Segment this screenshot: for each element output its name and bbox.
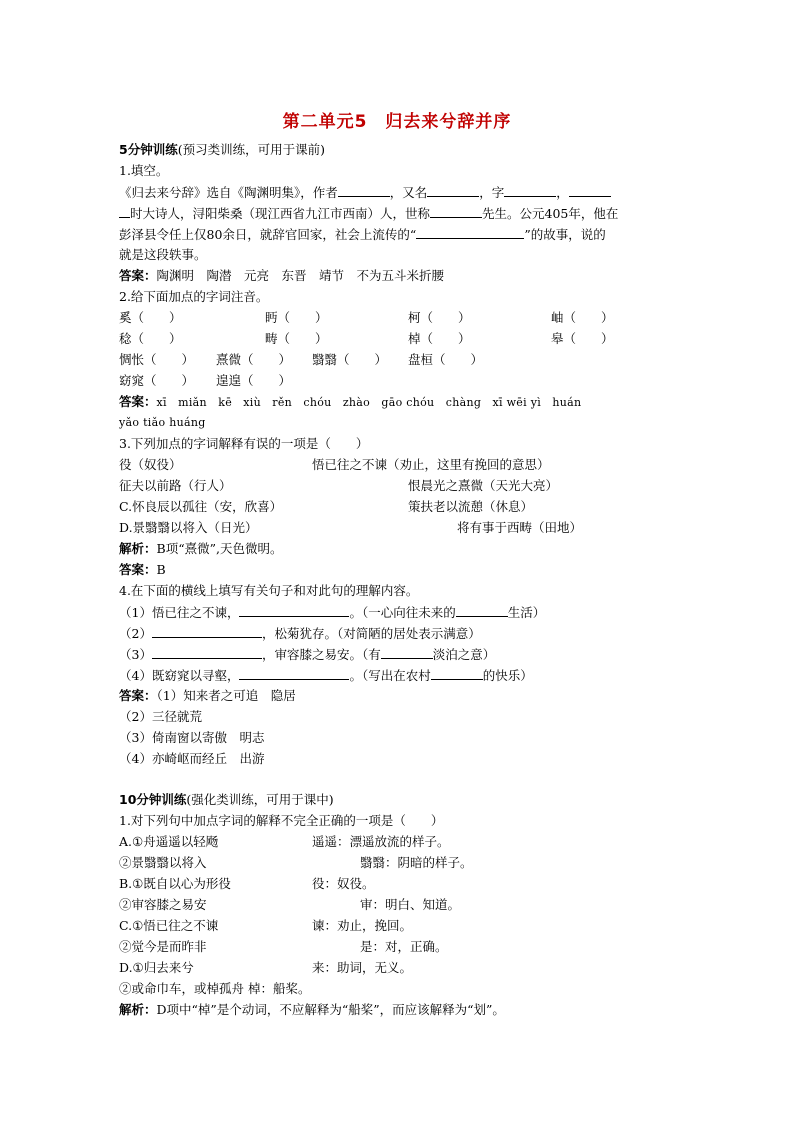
q2-item: 眄（ ） (265, 310, 328, 325)
q1-label: 1.填空。 (119, 163, 169, 178)
s2-q1-option: ②景翳翳以将入 (119, 855, 207, 870)
q4-text: （1）悟已往之不谏， (119, 605, 240, 620)
s2-q1-explain: 翳翳：阴暗的样子。 (360, 855, 473, 870)
q2-answer-cont: yǎo tiǎo huáng (119, 416, 206, 429)
s2-q1-option: A.①舟遥遥以轻飏 (119, 834, 219, 849)
q2-item: 窈窕（ ） (119, 373, 195, 388)
answer-pinyin: xī miǎn kē xiù rěn chóu zhào gāo chóu chàng xī wēi yì huán (156, 396, 582, 409)
s2-q1-explain: 役：奴役。 (312, 876, 375, 891)
q4-line-2 (119, 625, 481, 642)
q4-text: （4）既窈窕以寻壑， (119, 668, 240, 683)
q2-item: 遑遑（ ） (216, 373, 292, 388)
q4-answer-2: （2）三径就荒 (119, 709, 202, 724)
q2-item: 棹（ ） (408, 331, 471, 346)
q2-item: 岫（ ） (551, 310, 614, 325)
section-heading-note: (预习类训练，可用于课前) (177, 142, 325, 157)
answer-label: 答案： (119, 394, 157, 409)
q2-item: 奚（ ） (119, 310, 182, 325)
q3-analysis (119, 541, 282, 557)
q4-text: （3） (119, 647, 152, 662)
q2-item: 皋（ ） (551, 331, 614, 346)
q4-text: （2） (119, 626, 152, 641)
blank (504, 184, 556, 197)
blank (338, 184, 390, 197)
q4-text: ，松菊犹存。（对简陋的居处表示满意） (261, 626, 481, 641)
q4-line-4 (119, 667, 533, 684)
q1-text: ， (556, 185, 569, 200)
q3-answer (119, 562, 166, 578)
q2-item: 盘桓（ ） (408, 352, 484, 367)
s2-q1-explain: 是：对，正确。 (360, 939, 448, 954)
answer-text: （1）知来者之可追 隐居 (156, 688, 296, 703)
q4-text: 淡泊之意） (432, 647, 496, 662)
q1-line-2 (119, 205, 618, 222)
q1-text: ，字 (479, 185, 505, 200)
answer-label: 答案： (119, 268, 157, 283)
analysis-label: 解析： (119, 1002, 157, 1017)
q3-option: 役（奴役） (119, 457, 182, 472)
answer-label: 答案： (119, 562, 157, 577)
q4-answer (119, 688, 296, 704)
blank (430, 205, 482, 218)
blank (152, 646, 262, 659)
q1-line-4: 就是这段轶事。 (119, 247, 207, 262)
q1-text: 《归去来兮辞》选自《陶渊明集》，作者 (119, 185, 338, 200)
q4-text: 。（一心向往未来的 (349, 605, 456, 620)
q3-label: 3.下列加点的字词解释有误的一项是（ ） (119, 436, 369, 451)
blank (239, 604, 349, 617)
answer-text: 陶渊明 陶潜 元亮 东晋 靖节 不为五斗米折腰 (156, 268, 445, 283)
q1-text: ，又名 (389, 185, 428, 200)
blank (119, 205, 130, 218)
s2-q1-label: 1.对下列句中加点字词的解释不完全正确的一项是（ ） (119, 813, 444, 828)
q2-item: 稔（ ） (119, 331, 182, 346)
q3-option: 将有事于西畴（田地） (457, 520, 583, 535)
s2-q1-option: ②觉今是而昨非 (119, 939, 207, 954)
blank (456, 604, 508, 617)
section-heading-label: 5分钟训练 (119, 142, 178, 157)
q3-option: 悟已往之不谏（劝止，这里有挽回的意思） (312, 457, 550, 472)
s2-q1-option: B.①既自以心为形役 (119, 876, 231, 891)
answer-label: 答案： (119, 688, 157, 703)
q4-text: 生活） (507, 605, 546, 620)
q1-text: 先生。公元405年，他在 (482, 206, 619, 221)
s2-q1-explain: 谏：劝止，挽回。 (312, 918, 413, 933)
q2-answer (119, 394, 581, 411)
s2-q1-option: ②审容膝之易安 (119, 897, 207, 912)
section-heading-10min (119, 792, 334, 808)
q1-line-3 (119, 226, 606, 243)
blank (416, 226, 524, 239)
q3-option: 征夫以前路（行人） (119, 478, 232, 493)
s2-q1-option: ②或命巾车，或棹孤舟 棹：船桨。 (119, 981, 311, 996)
page-title: 第二单元5 归去来兮辞并序 (282, 112, 512, 132)
blank (381, 646, 433, 659)
q3-option: C.怀良辰以孤往（安，欣喜） (119, 499, 283, 514)
blank (239, 667, 349, 680)
q2-item: 熹微（ ） (216, 352, 292, 367)
s2-q1-explain: 来：助词，无义。 (312, 960, 413, 975)
blank (427, 184, 479, 197)
q2-item: 柯（ ） (408, 310, 471, 325)
blank (431, 667, 483, 680)
q1-text: ”的故事，说的 (524, 227, 606, 242)
q4-line-1 (119, 604, 545, 621)
analysis-label: 解析： (119, 541, 157, 556)
q3-option: D.景翳翳以将入（日光） (119, 520, 258, 535)
q2-item: 畴（ ） (265, 331, 328, 346)
q4-answer-3: （3）倚南窗以寄傲 明志 (119, 730, 265, 745)
q1-text: 彭泽县令任上仅80余日，就辞官回家，社会上流传的“ (119, 227, 417, 242)
q1-line-1 (119, 184, 611, 201)
q2-item: 惆怅（ ） (119, 352, 195, 367)
s2-q1-option: C.①悟已往之不谏 (119, 918, 219, 933)
q4-text: 。（写出在农村 (349, 668, 431, 683)
q3-option: 策扶老以流憩（休息） (408, 499, 534, 514)
q4-answer-4: （4）亦崎岖而经丘 出游 (119, 751, 265, 766)
blank (569, 184, 611, 197)
q2-label: 2.给下面加点的字词注音。 (119, 289, 269, 304)
q2-item: 翳翳（ ） (312, 352, 388, 367)
s2-q1-explain: 审：明白、知道。 (360, 897, 461, 912)
s2-q1-option: D.①归去来兮 (119, 960, 194, 975)
section-heading-label: 10分钟训练 (119, 792, 187, 807)
q4-line-3 (119, 646, 495, 663)
s2-q1-explain: 遥遥：漂遥放流的样子。 (312, 834, 450, 849)
analysis-text: B项“熹微”,天色微明。 (156, 541, 283, 556)
q4-label: 4.在下面的横线上填写有关句子和对此句的理解内容。 (119, 583, 419, 598)
answer-text: B (156, 562, 166, 577)
analysis-text: D项中“棹”是个动词，不应解释为“船桨”，而应该解释为“划”。 (156, 1002, 505, 1017)
q1-answer (119, 268, 444, 284)
q1-text: 时大诗人，浔阳柴桑（现江西省九江市西南）人，世称 (130, 206, 431, 221)
blank (152, 625, 262, 638)
section-heading-note: (强化类训练，可用于课中) (186, 792, 334, 807)
q4-text: ，审容膝之易安。（有 (261, 647, 381, 662)
section-heading-5min (119, 142, 325, 158)
s2-q1-analysis (119, 1002, 505, 1018)
q3-option: 恨晨光之熹微（天光大亮） (408, 478, 559, 493)
q4-text: 的快乐） (482, 668, 533, 683)
